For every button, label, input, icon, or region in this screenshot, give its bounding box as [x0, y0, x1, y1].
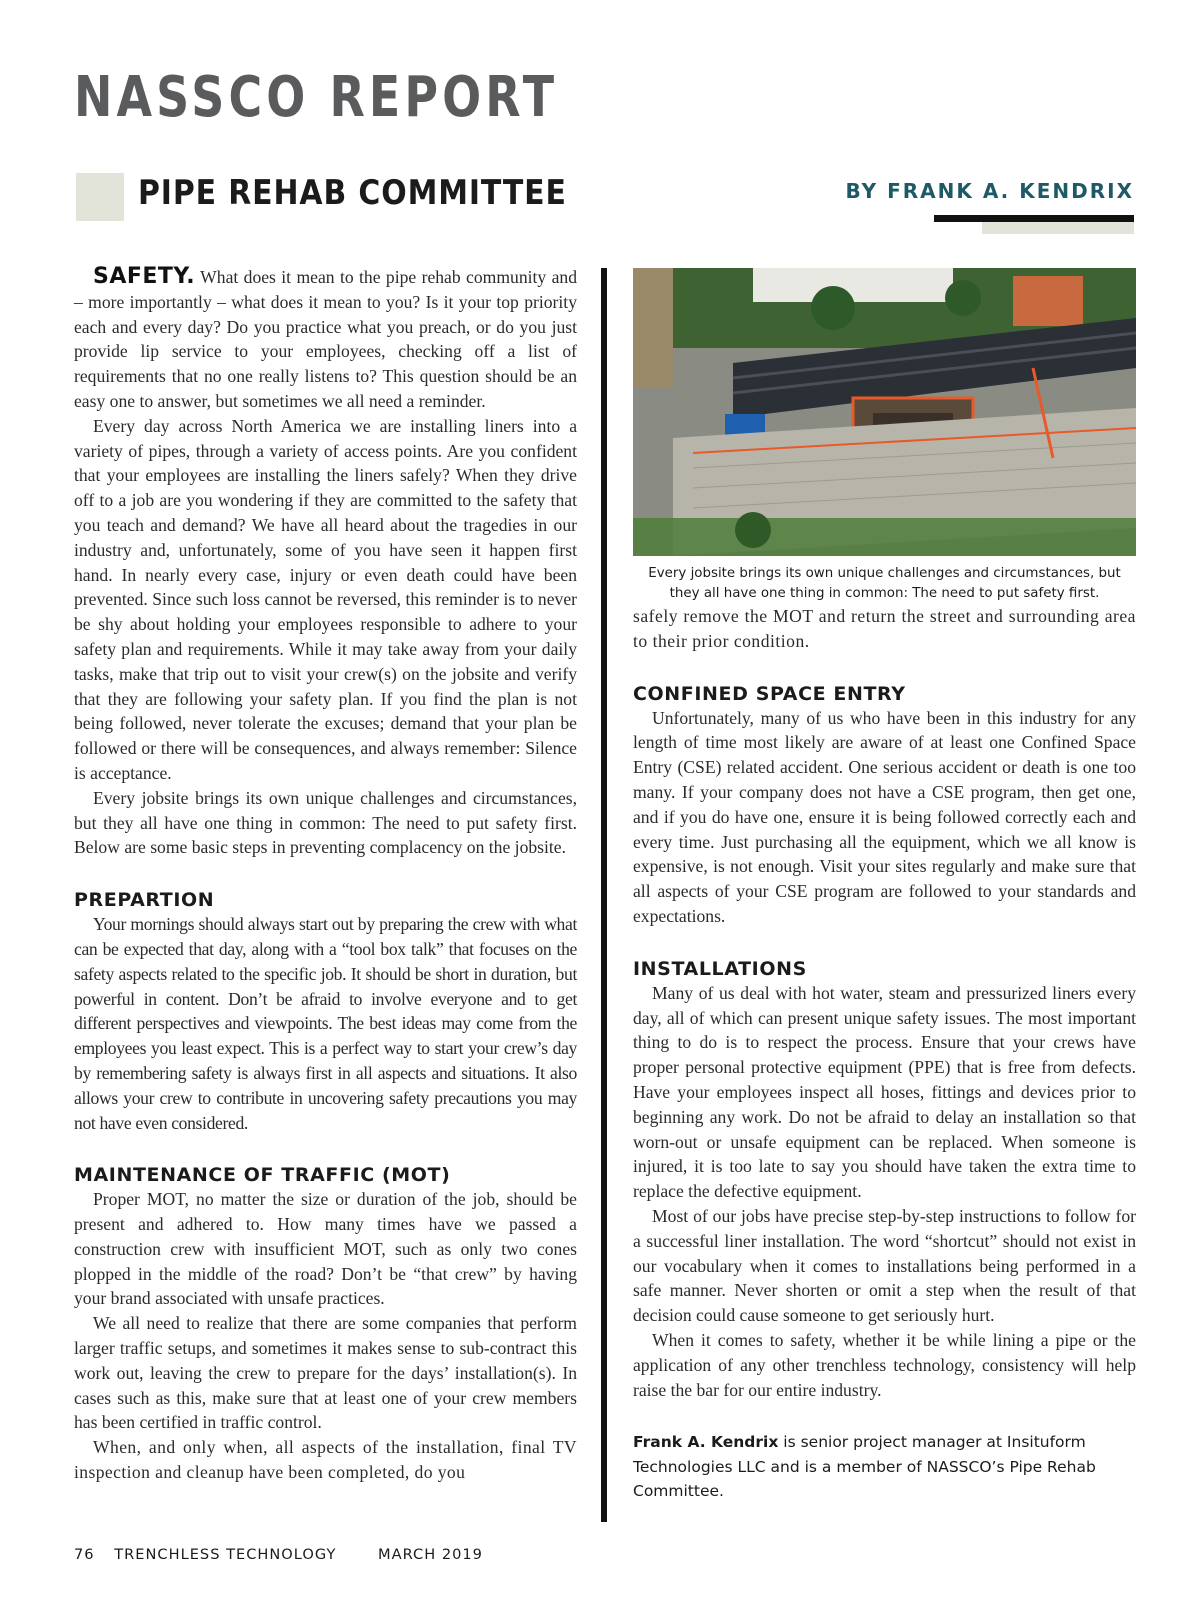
author-bio [633, 1430, 1136, 1504]
mot-paragraph-3-continued: safely remove the MOT and return the street and surrounding area to their prior condition. [633, 606, 1136, 651]
mot-heading: MAINTENANCE OF TRAFFIC (MOT) [74, 1164, 451, 1187]
installations-paragraph-2: Most of our jobs have precise step-by-step instructions to follow for a successful liner installation. The word “shortcut” should not exist in our vocabulary when it comes to installations being performed in a safe manner. Never shorten or omit a step when the result of that decision could cause someone to get seriously hurt. [633, 1205, 1136, 1326]
lead-word: SAFETY. [93, 264, 196, 289]
committee-accent-block [76, 173, 124, 221]
intro-paragraph-1 [74, 265, 577, 414]
mot-paragraph-2: We all need to realize that there are some companies that perform larger traffic setups, and sometimes it makes sense to sub-contract this work out, leaving the crew to prepare for the days’ installation(s). In cases such as this, make sure that at least one of your crew members has been certified in traffic control. [74, 1313, 577, 1433]
page-number: 76 [74, 1546, 95, 1563]
byline: BY FRANK A. KENDRIX [845, 179, 1134, 203]
left-column [74, 265, 577, 1485]
cse-heading: CONFINED SPACE ENTRY [633, 682, 906, 705]
jobsite-photo-illustration [633, 268, 1136, 556]
page-footer [74, 1546, 497, 1563]
installations-paragraph-1: Many of us deal with hot water, steam and pressurized liners every day, all of which can present unique safety issues. The most important thing to do is to respect the process. Ensure that your crews have proper personal protective equipment (PPE) that is free from defects. Have your employees inspect all hoses, fittings and devices prior to beginning any work. Do not be afraid to delay an installation so that worn-out or unsafe equipment can be replaced. When someone is injured, it is too late to say you should have taken the extra time to replace the defective equipment. [633, 982, 1136, 1202]
byline-rule [934, 215, 1134, 222]
committee-title: PIPE REHAB COMMITTEE [138, 173, 567, 213]
photo-caption: Every jobsite brings its own unique challenges and circumstances, but they all have one thing in common: The need to put safety first. [648, 566, 1121, 601]
magazine-name: TRENCHLESS TECHNOLOGY [114, 1546, 337, 1563]
cse-paragraph: Unfortunately, many of us who have been in this industry for any length of time most likely are aware of at least one Confined Space Entry (CSE) related accident. One serious accident or death is one too many. If your company does not have a CSE program, then get one, and if you do have one, ensure it is being followed correctly each and every time. Just purchasing all the equipment, which we all know is expensive, is not enough. Visit your sites regularly and make sure that all aspects of your CSE program are followed to your standards and expectations. [633, 707, 1136, 926]
author-name: Frank A. Kendrix [633, 1433, 779, 1452]
intro-paragraph-1-text: What does it mean to the pipe rehab community and – more importantly – what does it mean to you? Is it your top priority each and every day? Do you practice what you preach, or do you just provide lip service to your employees, checking off a list of requirements that no one really listens to? This question should be an easy one to answer, but sometimes we all need a reminder. [74, 267, 577, 411]
column-divider [601, 268, 607, 1522]
intro-paragraph-2: Every day across North America we are installing liners into a variety of pipes, through a variety of access points. Are you confident that your employees are installing the liners safely? When they drive off to a job are you wondering if they are committed to the safety that you teach and demand? We have all heard about the tragedies in our industry and, unfortunately, some of you have seen it happen first hand. In nearly every case, injury or even death could have been prevented. Since such loss cannot be reversed, this reminder is to never be shy about holding your employees responsible to adhere to your safety plan and requirements. While it may take away from your daily tasks, make that trip out to visit your crew(s) on the jobsite and verify that they are following your safety plan. If you find the plan is not being followed, never tolerate the excuses; demand that your plan be followed or there will be consequences, and always remember: Silence is acceptance. [74, 415, 577, 783]
issue-date: MARCH 2019 [378, 1546, 483, 1563]
intro-paragraph-3: Every jobsite brings its own unique challenges and circumstances, but they all have one thing in common: The need to put safety first. Below are some basic steps in preventing complacency on the jobsite. [74, 787, 577, 858]
installations-heading: INSTALLATIONS [633, 957, 807, 980]
preparation-paragraph: Your mornings should always start out by preparing the crew with what can be expected that day, along with a “tool box talk” that focuses on the safety aspects related to the specific job. It should be short in duration, but powerful in content. Don’t be afraid to involve everyone and to get different perspectives and viewpoints. The best ideas may come from the employees you least expect. This is a perfect way to start your crew’s day by remembering safety is always first in all aspects and situations. It also allows your crew to contribute in uncovering safety precautions you may not have even considered. [74, 914, 577, 1133]
author-bio-text: is senior project manager at Insituform Technologies LLC and is a member of NASSCO’s Pipe Rehab Committee. [633, 1433, 1096, 1501]
jobsite-aerial-photo [633, 268, 1136, 556]
mot-paragraph-1: Proper MOT, no matter the size or duration of the job, should be present and adhered to. How many times have we passed a construction crew with insufficient MOT, such as only two cones plopped in the middle of the road? Don’t be “that crew” by having your brand associated with unsafe practices. [74, 1189, 577, 1309]
masthead-title: NASSCO REPORT [74, 65, 559, 130]
byline-accent-block [982, 222, 1134, 234]
preparation-heading: PREPARTION [74, 889, 215, 912]
installations-paragraph-3: When it comes to safety, whether it be while lining a pipe or the application of any other trenchless technology, consistency will help raise the bar for our entire industry. [633, 1329, 1136, 1400]
mot-paragraph-3: When, and only when, all aspects of the installation, final TV inspection and cleanup have been completed, do you [74, 1437, 577, 1483]
right-column [633, 265, 1136, 1504]
